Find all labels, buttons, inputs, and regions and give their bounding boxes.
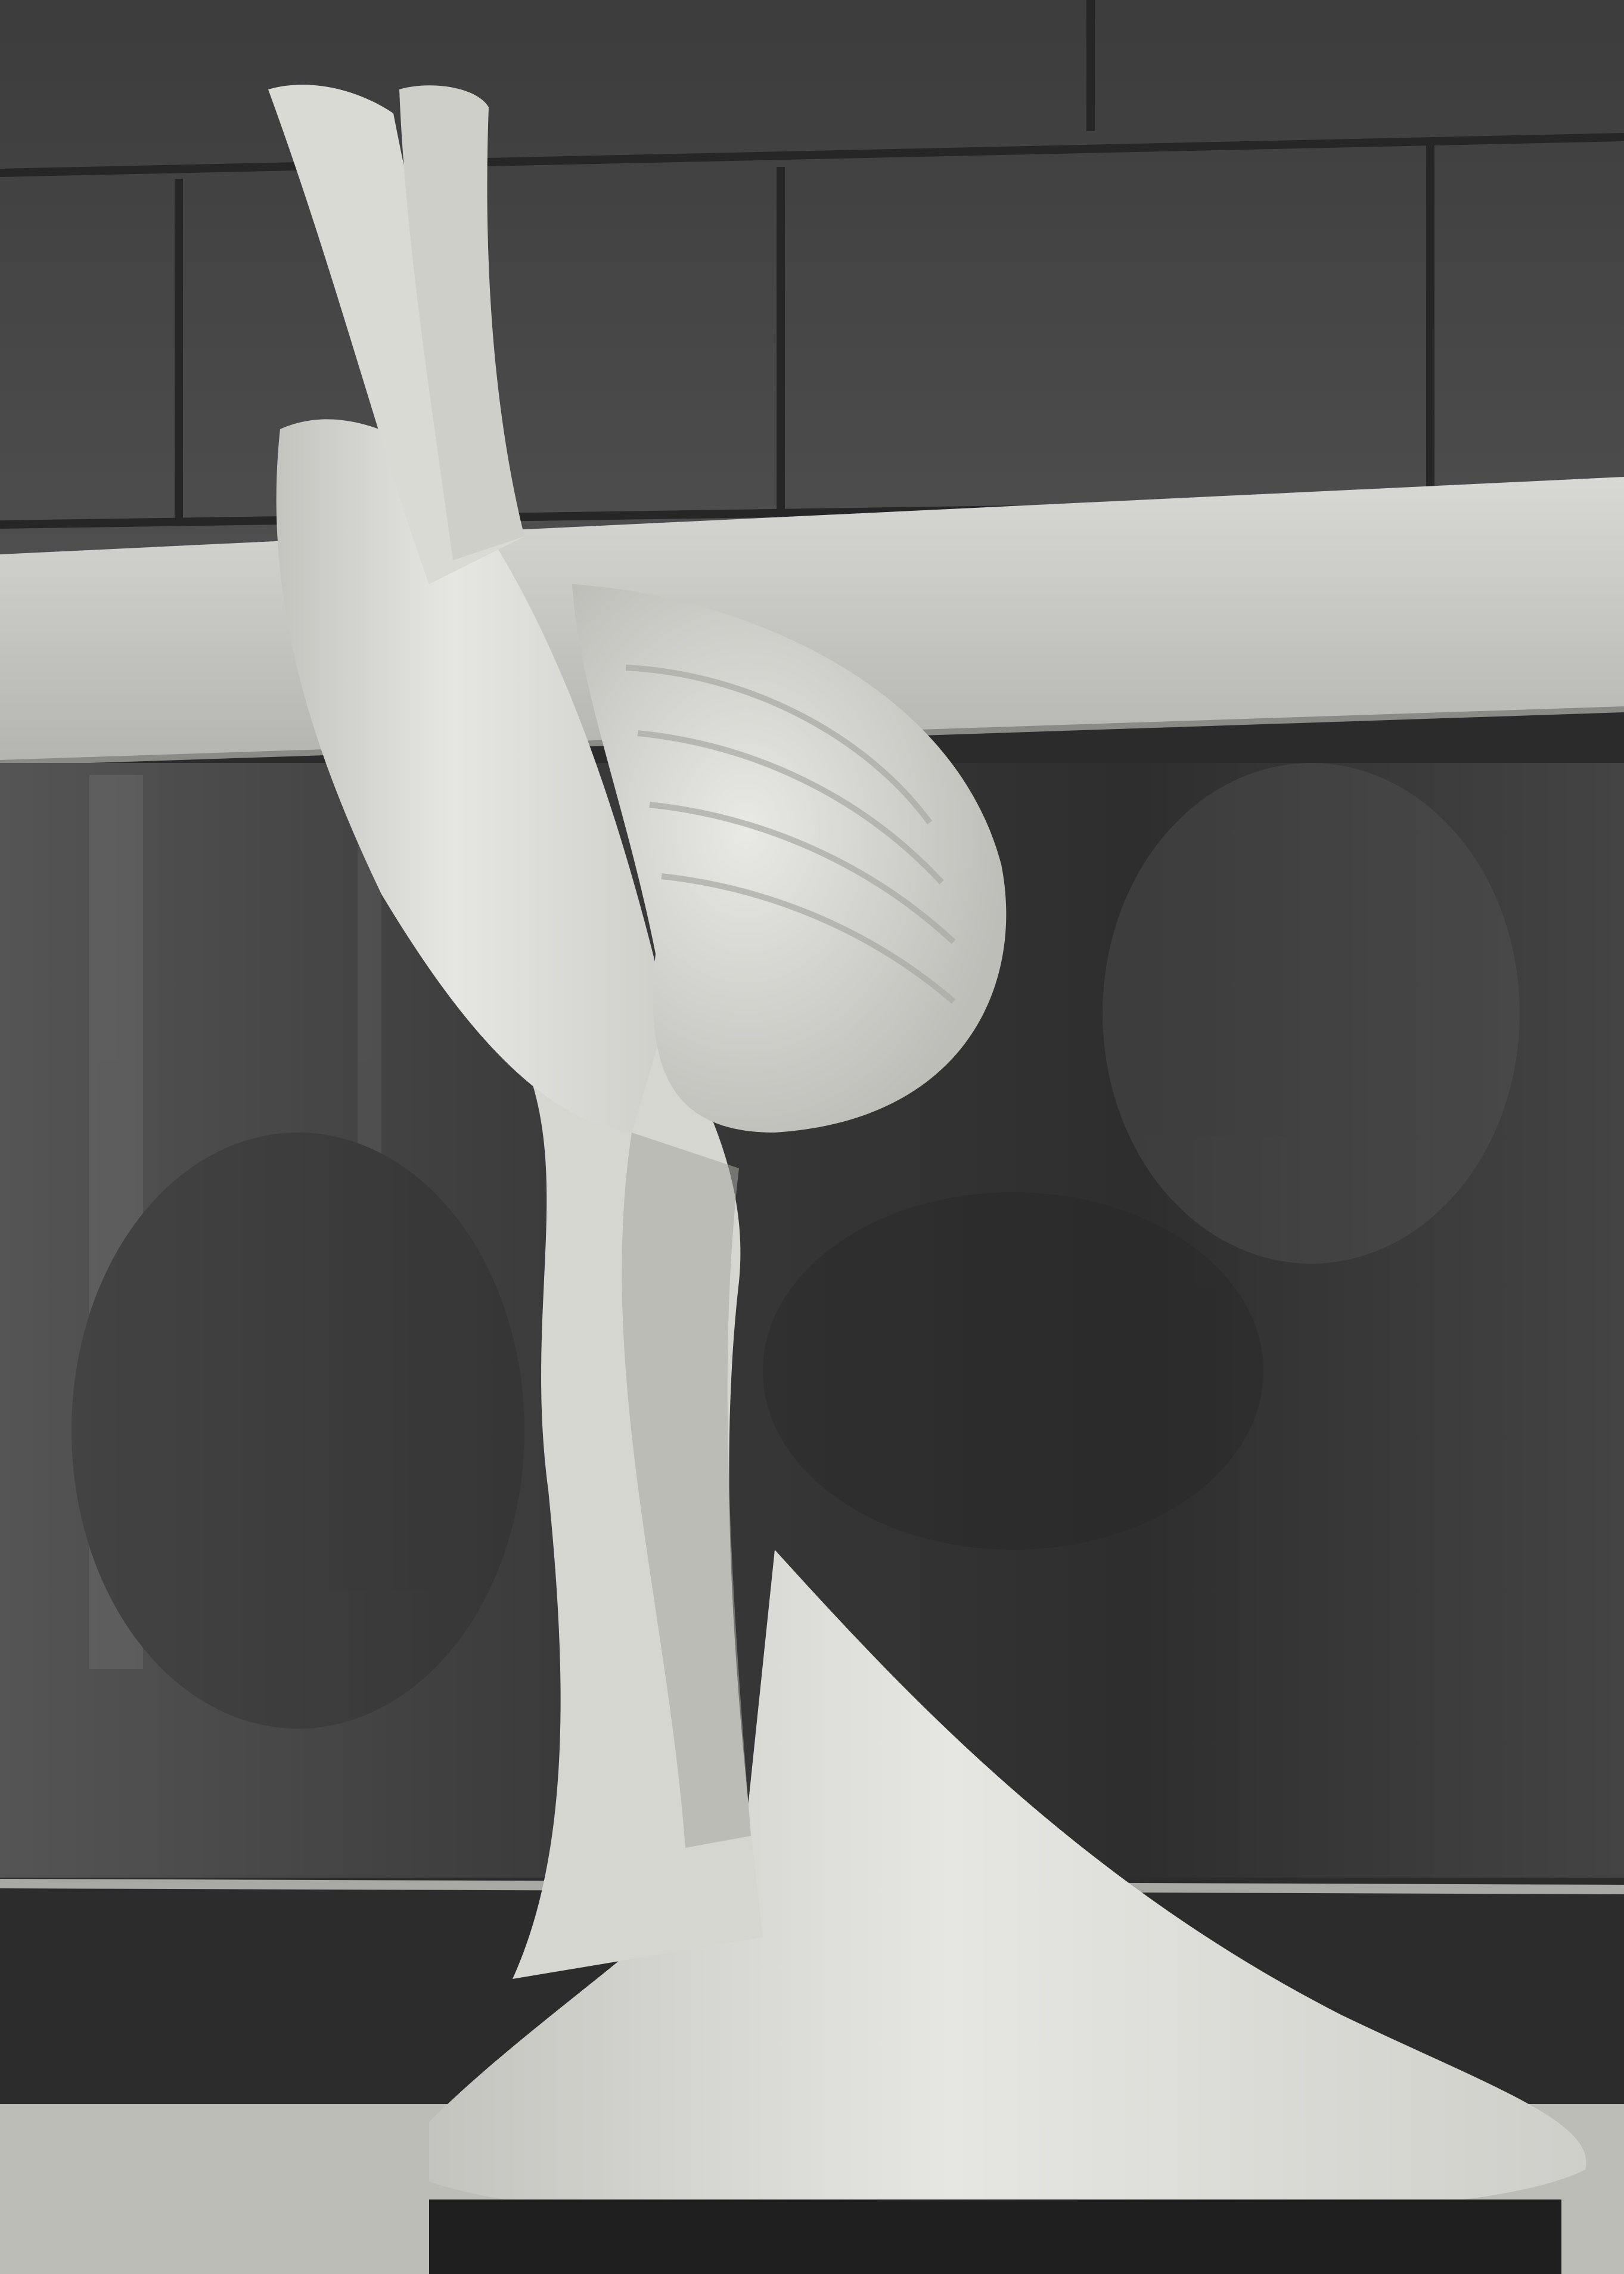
pedestal [429,2199,1561,2274]
wall-upper [0,0,1624,554]
